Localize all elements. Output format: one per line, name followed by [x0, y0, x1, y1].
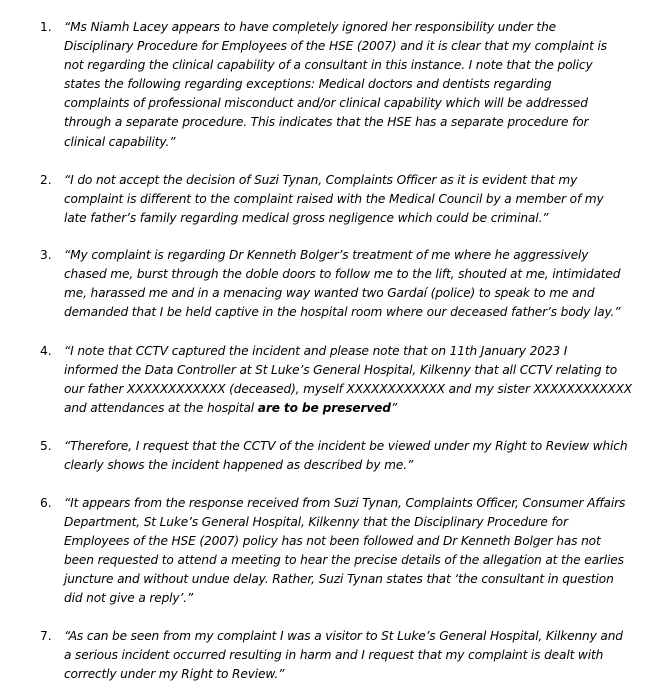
- list-number: 5.: [40, 439, 52, 453]
- text-line: juncture and without undue delay. Rather, Suzi Tynan states that ‘the consultant in question: [64, 572, 614, 587]
- text-line: “I do not accept the decision of Suzi Tynan, Complaints Officer as it is evident that my: [64, 173, 578, 187]
- list-item-text: [64, 437, 662, 475]
- list-item-text: [64, 342, 662, 418]
- list-number: 7.: [40, 629, 52, 643]
- text-line: Disciplinary Procedure for Employees of the HSE (2007) and it is clear that my complaint is: [64, 39, 607, 54]
- list-item-text: [64, 246, 662, 322]
- text-line: Employees of the HSE (2007) policy has not been followed and Dr Kenneth Bolger has not: [64, 534, 601, 549]
- text-plain: ”: [390, 401, 397, 416]
- text-line: me, harassed me and in a menacing way wanted two Gardaí (police) to speak to me and: [64, 286, 595, 301]
- text-line: “Ms Niamh Lacey appears to have completely ignored her responsibility under the: [64, 20, 556, 34]
- text-line: demanded that I be held captive in the hospital room where our deceased father’s body lay.”: [64, 305, 621, 320]
- list-number: 1.: [40, 20, 52, 34]
- text-line: clinical capability.”: [64, 134, 176, 149]
- text-line: “Therefore, I request that the CCTV of the incident be viewed under my Right to Review which: [64, 439, 628, 453]
- text-line: “It appears from the response received from Suzi Tynan, Complaints Officer, Consumer Affairs: [64, 496, 626, 510]
- text-line: states the following regarding exceptions: Medical doctors and dentists regarding: [64, 77, 552, 92]
- text-line: not regarding the clinical capability of a consultant in this instance. I note that the policy: [64, 58, 593, 73]
- text-line: complaints of professional misconduct and/or clinical capability which will be addressed: [64, 96, 588, 111]
- text-line: “As can be seen from my complaint I was a visitor to St Luke’s General Hospital, Kilkenny and: [64, 629, 623, 643]
- list-number: 2.: [40, 173, 52, 187]
- text-line: Department, St Luke’s General Hospital, Kilkenny that the Disciplinary Procedure for: [64, 515, 568, 530]
- bold-emphasis: are to be preserved: [257, 401, 391, 416]
- text-line: [64, 399, 662, 418]
- text-line: correctly under my Right to Review.”: [64, 667, 285, 682]
- text-line: complaint is different to the complaint raised with the Medical Council by a member of my: [64, 192, 604, 207]
- list-number: 6.: [40, 496, 52, 510]
- text-line: “I note that CCTV captured the incident and please note that on 11th January 2023 I: [64, 344, 568, 358]
- text-line: chased me, burst through the doble doors to follow me to the lift, shouted at me, intimidated: [64, 267, 621, 282]
- list-item-text: [64, 171, 662, 228]
- list-number: 4.: [40, 344, 52, 358]
- text-line: “My complaint is regarding Dr Kenneth Bolger’s treatment of me where he aggressively: [64, 248, 589, 262]
- text-line: informed the Data Controller at St Luke’s General Hospital, Kilkenny that all CCTV relating to: [64, 363, 618, 378]
- list-number: 3.: [40, 248, 52, 262]
- list-item-text: [64, 627, 662, 684]
- text-line: our father XXXXXXXXXXXX (deceased), myself XXXXXXXXXXXX and my sister XXXXXXXXXXXX: [64, 382, 632, 397]
- text-line: through a separate procedure. This indicates that the HSE has a separate procedure for: [64, 115, 589, 130]
- text-line: been requested to attend a meeting to hear the precise details of the allegation at the earlies: [64, 553, 624, 568]
- text-line: a serious incident occurred resulting in harm and I request that my complaint is dealt with: [64, 648, 604, 663]
- list-item-text: [64, 18, 662, 152]
- text-line: late father’s family regarding medical gross negligence which could be criminal.”: [64, 211, 549, 226]
- text-line: did not give a reply’.”: [64, 591, 194, 606]
- list-item-text: [64, 494, 662, 609]
- text-line: clearly shows the incident happened as described by me.”: [64, 458, 414, 473]
- text-plain: and attendances at the hospital: [64, 401, 258, 416]
